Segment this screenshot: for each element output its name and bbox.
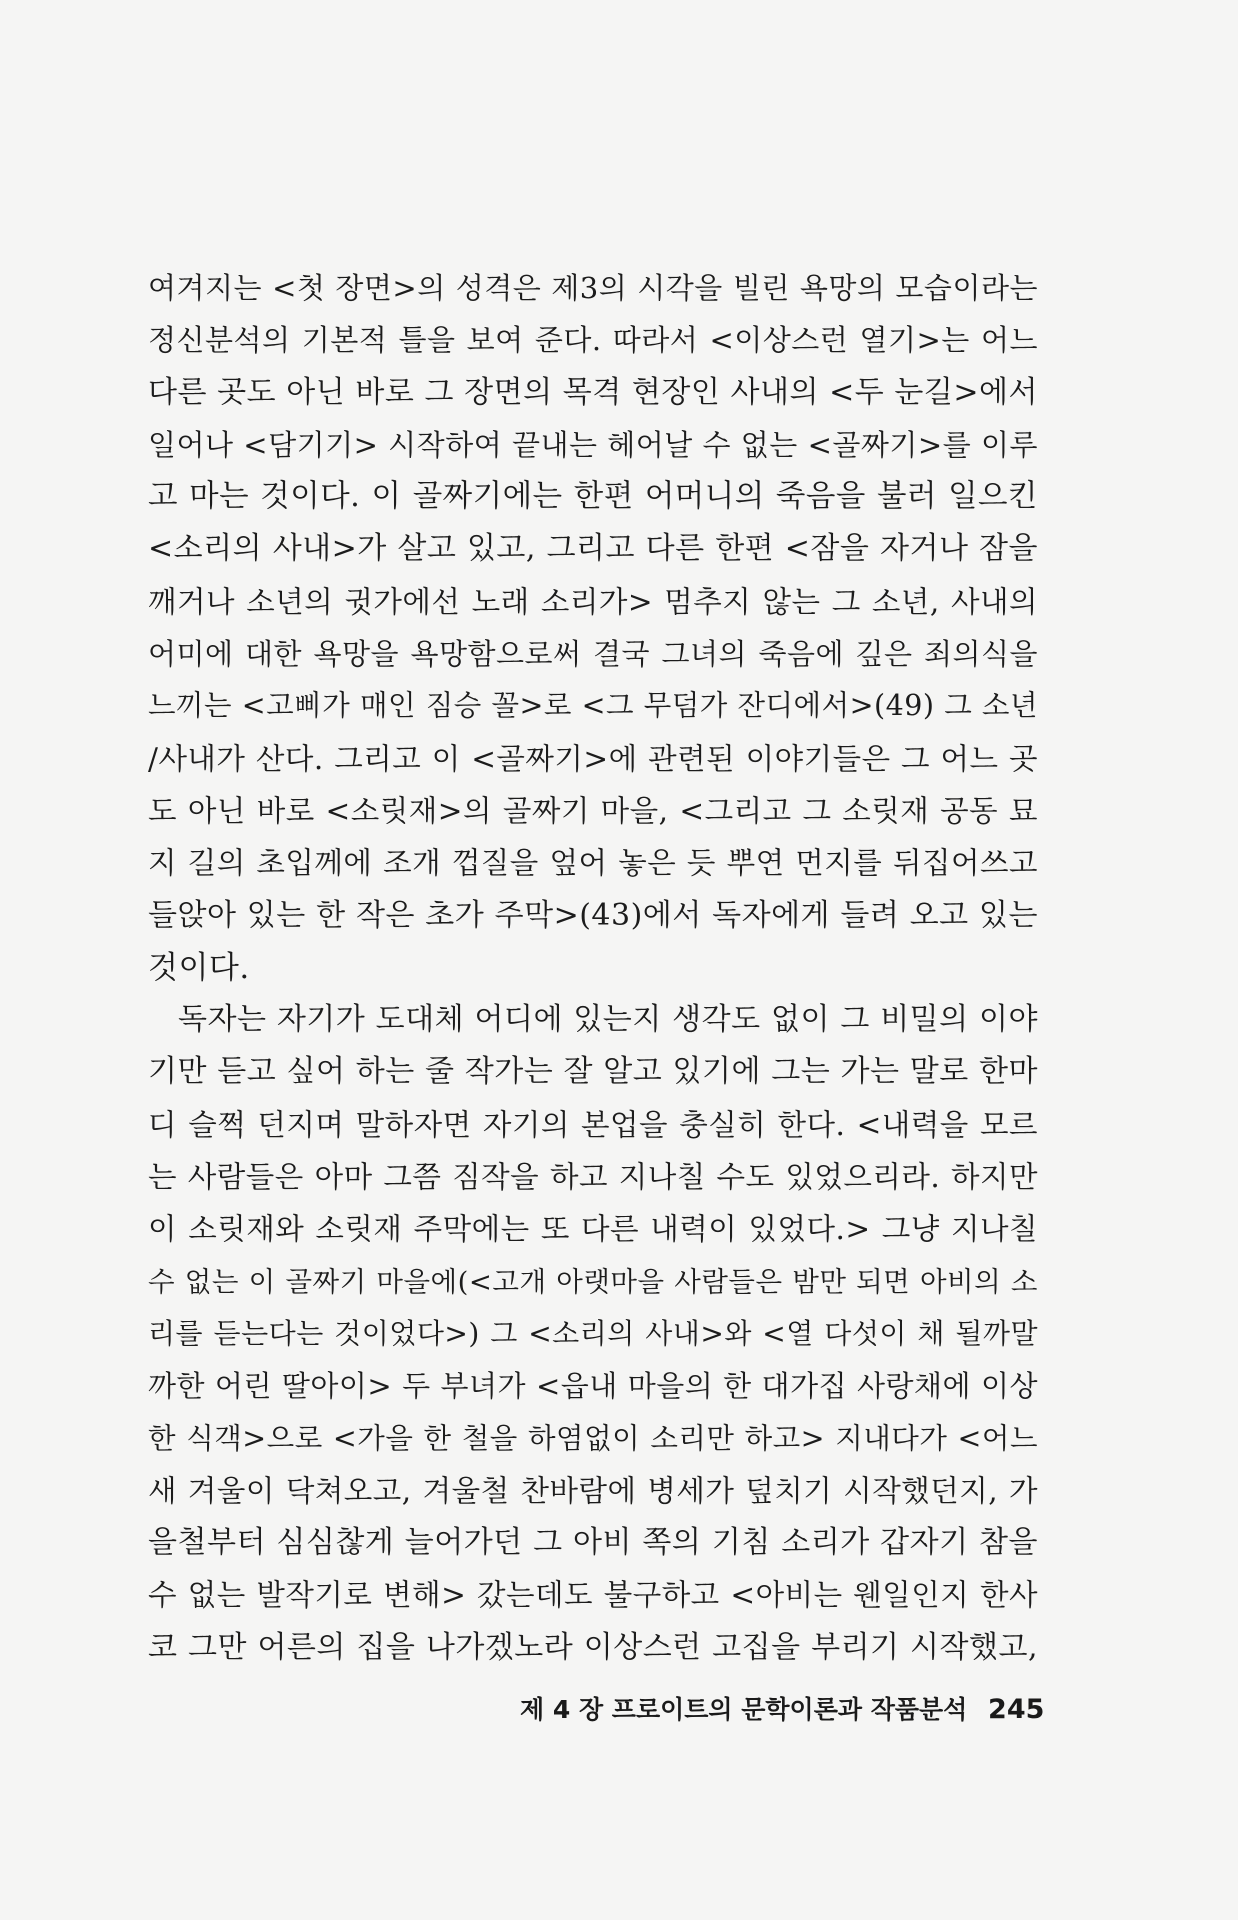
text-line: 지 길의 초입께에 조개 껍질을 엎어 놓은 듯 뿌연 먼지를 뒤집어쓰고: [148, 846, 1038, 881]
paragraph-start-line: 독자는 자기가 도대체 어디에 있는지 생각도 없이 그 비밀의 이야: [178, 1002, 1038, 1038]
text-line: 는 사람들은 아마 그쯤 짐작을 하고 지나칠 수도 있었으리라. 하지만: [148, 1160, 1038, 1195]
text-line: 깨거나 소년의 귓가에선 노래 소리가> 멈추지 않는 그 소년, 사내의: [148, 584, 1038, 619]
text-line: 여겨지는 <첫 장면>의 성격은 제3의 시각을 빌린 욕망의 모습이라는: [148, 271, 1038, 305]
page-number: 245: [988, 1694, 1045, 1725]
text-line: 코 그만 어른의 집을 나가겠노라 이상스런 고집을 부리기 시작했고,: [148, 1629, 1038, 1665]
text-line: 한 식객>으로 <가을 한 철을 하염없이 소리만 하고> 지내다가 <어느: [148, 1421, 1038, 1455]
text-line: 을철부터 심심찮게 늘어가던 그 아비 쪽의 기침 소리가 갑자기 참을: [148, 1525, 1038, 1561]
text-line: <소리의 사내>가 살고 있고, 그리고 다른 한편 <잠을 자거나 잠을: [148, 531, 1038, 567]
text-line: 느끼는 <고삐가 매인 짐승 꼴>로 <그 무덤가 잔디에서>(49) 그 소년: [148, 689, 1038, 723]
paragraph-end-line: 것이다.: [148, 949, 250, 986]
text-line: 일어나 <담기기> 시작하여 끝내는 헤어날 수 없는 <골짜기>를 이루: [148, 427, 1038, 462]
text-line: 다른 곳도 아닌 바로 그 장면의 목격 현장인 사내의 <두 눈길>에서: [148, 374, 1038, 410]
text-line: 리를 듣는다는 것이었다>) 그 <소리의 사내>와 <열 다섯이 채 될까말: [148, 1316, 1038, 1350]
page-footer: [520, 1690, 1045, 1726]
chapter-title: 제 4 장 프로이트의 문학이론과 작품분석: [520, 1695, 968, 1724]
text-line: 까한 어린 딸아이> 두 부녀가 <읍내 마을의 한 대가집 사랑채에 이상: [148, 1369, 1038, 1404]
text-line: 수 없는 이 골짜기 마을에(<고개 아랫마을 사람들은 밤만 되면 아비의 소: [148, 1265, 1038, 1298]
text-line: 수 없는 발작기로 변해> 갔는데도 불구하고 <아비는 웬일인지 한사: [148, 1578, 1038, 1613]
text-line: /사내가 산다. 그리고 이 <골짜기>에 관련된 이야기들은 그 어느 곳: [148, 741, 1038, 776]
body-text: [148, 262, 1038, 1674]
text-line: 새 겨울이 닥쳐오고, 겨울철 찬바람에 병세가 덮치기 시작했던지, 가: [148, 1473, 1038, 1508]
text-line: 기만 듣고 싶어 하는 줄 작가는 잘 알고 있기에 그는 가는 말로 한마: [148, 1054, 1038, 1090]
text-line: 어미에 대한 욕망을 욕망함으로써 결국 그녀의 죽음에 깊은 죄의식을: [148, 637, 1038, 672]
text-line: 이 소릿재와 소릿재 주막에는 또 다른 내력이 있었다.> 그냥 지나칠: [148, 1212, 1038, 1247]
text-line: 들앉아 있는 한 작은 초가 주막>(43)에서 독자에게 들려 오고 있는: [148, 897, 1038, 933]
text-line: 정신분석의 기본적 틀을 보여 준다. 따라서 <이상스런 열기>는 어느: [148, 323, 1038, 358]
text-line: 디 슬쩍 던지며 말하자면 자기의 본업을 충실히 한다. <내력을 모르: [148, 1107, 1038, 1142]
text-line: 도 아닌 바로 <소릿재>의 골짜기 마을, <그리고 그 소릿재 공동 묘: [148, 793, 1038, 828]
text-line: 고 마는 것이다. 이 골짜기에는 한편 어머니의 죽음을 불러 일으킨: [148, 479, 1038, 515]
